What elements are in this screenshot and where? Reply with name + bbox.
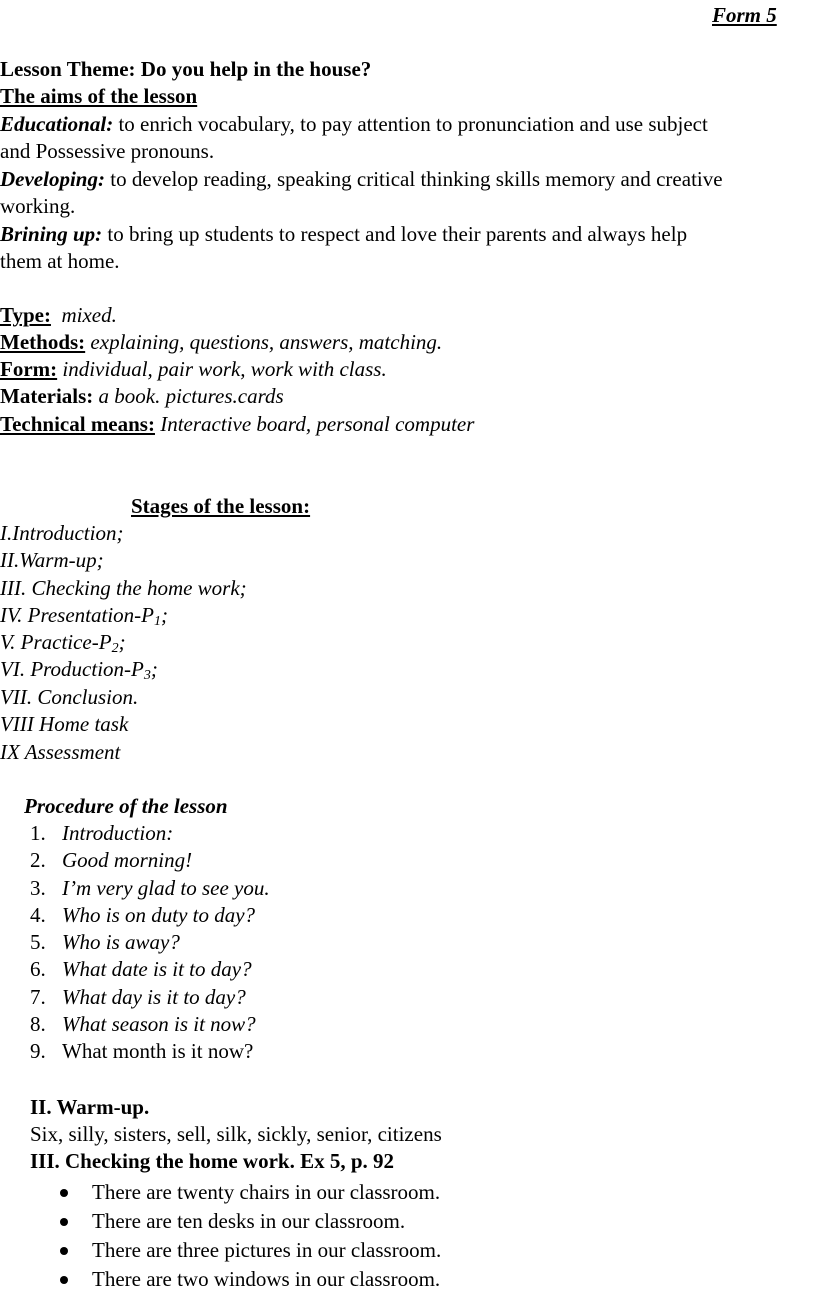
list-item-number: 3. (30, 875, 46, 900)
form-work-label: Form: (0, 357, 58, 381)
list-item-number: 9. (30, 1039, 46, 1064)
bullet-icon (60, 1247, 68, 1255)
checking-heading: III. Checking the home work. Ex 5, p. 92 (30, 1149, 395, 1173)
stage-4-end: ; (160, 603, 168, 627)
stage-5 (0, 629, 126, 656)
stage-5-sub: 2 (111, 641, 119, 656)
technical-value: Interactive board, personal computer (160, 412, 475, 436)
list-item-text: What date is it to day? (62, 957, 252, 982)
form-row (0, 356, 387, 383)
list-item-text: What season is it now? (62, 1012, 256, 1037)
educational-aim (0, 111, 708, 138)
stage-6-text: VI. Production-P (0, 657, 144, 681)
educational-label: Educational: (0, 112, 114, 136)
form-work-value: individual, pair work, work with class. (62, 357, 387, 381)
list-item-text: I’m very glad to see you. (62, 875, 270, 900)
methods-row (0, 329, 442, 356)
materials-row (0, 383, 284, 410)
materials-value: a book. pictures.cards (98, 384, 284, 408)
list-item-text: Who is on duty to day? (62, 902, 256, 927)
list-item-text: What day is it to day? (62, 984, 246, 1009)
list-item-text: There are three pictures in our classroom. (92, 1238, 442, 1262)
list-item-text: There are twenty chairs in our classroom. (92, 1180, 441, 1204)
stage-4-text: IV. Presentation-P (0, 603, 154, 627)
educational-text-line1: to enrich vocabulary, to pay attention to pronunciation and use subject (118, 112, 708, 136)
warmup-heading: II. Warm-up. (30, 1095, 150, 1119)
lesson-theme (0, 56, 371, 83)
list-item-number: 1. (30, 821, 46, 845)
warmup-words: Six, silly, sisters, sell, silk, sickly, senior, citizens (30, 1122, 442, 1146)
technical-label: Technical means: (0, 412, 155, 436)
list-item-text: Introduction: (62, 821, 174, 845)
brining-up-text-line1: to bring up students to respect and love their parents and always help (107, 222, 688, 246)
list-item-text: What month is it now? (62, 1039, 254, 1064)
bullet-icon (60, 1276, 68, 1284)
developing-text-line1: to develop reading, speaking critical thinking skills memory and creative (110, 167, 723, 191)
type-label: Type: (0, 303, 51, 327)
bullet-icon (60, 1189, 68, 1197)
stages-heading: Stages of the lesson: (131, 494, 311, 518)
developing-aim (0, 166, 723, 193)
stage-4-sub: 1 (153, 614, 161, 629)
brining-up-text-line2: them at home. (0, 249, 120, 273)
stage-1: I.Introduction; (0, 521, 124, 545)
stage-6 (0, 656, 158, 683)
developing-label: Developing: (0, 167, 105, 191)
aims-heading: The aims of the lesson (0, 84, 198, 108)
lesson-theme-label: Lesson Theme: (0, 57, 136, 81)
methods-label: Methods: (0, 330, 86, 354)
brining-up-aim (0, 221, 687, 248)
stage-4 (0, 602, 168, 629)
list-item-text: Good morning! (62, 848, 193, 873)
procedure-heading: Procedure of the lesson (24, 794, 228, 818)
list-item-number: 4. (30, 902, 46, 927)
brining-up-label: Brining up: (0, 222, 103, 246)
list-item-number: 7. (30, 984, 46, 1009)
list-item-number: 5. (30, 930, 46, 955)
list-item-number: 8. (30, 1012, 46, 1037)
stage-3: III. Checking the home work; (0, 576, 247, 600)
list-item-number: 6. (30, 957, 46, 982)
stage-6-end: ; (150, 657, 158, 681)
list-item-text: There are ten desks in our classroom. (92, 1209, 406, 1233)
materials-label: Materials: (0, 384, 94, 408)
stage-9: IX Assessment (0, 740, 121, 764)
stage-8: VIII Home task (0, 712, 129, 736)
methods-value: explaining, questions, answers, matching. (90, 330, 443, 354)
type-value: mixed. (61, 303, 117, 327)
type-row (0, 302, 117, 329)
form-label: Form 5 (712, 3, 777, 27)
list-item-text: Who is away? (62, 930, 180, 955)
stage-5-end: ; (118, 630, 126, 654)
technical-row (0, 411, 474, 438)
educational-text-line2: and Possessive pronouns. (0, 139, 215, 163)
stage-7: VII. Conclusion. (0, 685, 139, 709)
stage-5-text: V. Practice-P (0, 630, 112, 654)
list-item-number: 2. (30, 848, 46, 873)
lesson-theme-value: Do you help in the house? (140, 57, 372, 81)
list-item-text: There are two windows in our classroom. (92, 1267, 441, 1291)
stage-2: II.Warm-up; (0, 548, 104, 572)
bullet-icon (60, 1218, 68, 1226)
developing-text-line2: working. (0, 194, 76, 218)
stage-6-sub: 3 (143, 668, 151, 683)
